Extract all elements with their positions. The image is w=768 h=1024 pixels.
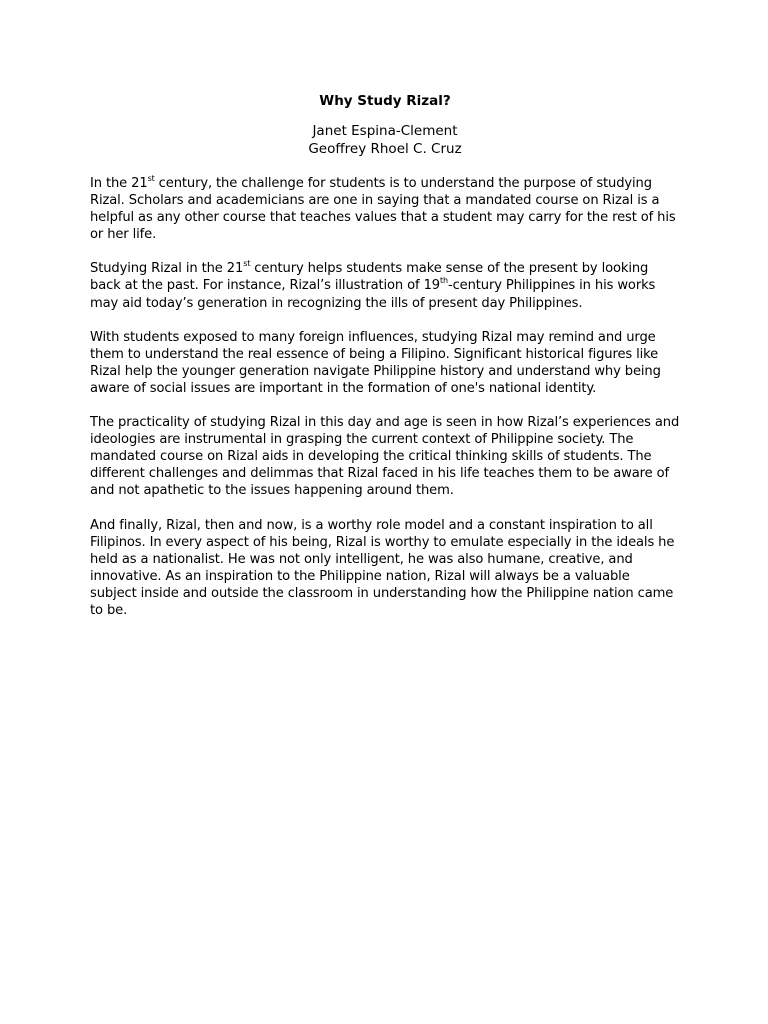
- paragraph: [90, 260, 680, 311]
- authors-block: [90, 123, 680, 158]
- paragraph-text: -century Philippines in his works may aid today’s generation in recognizing the ills of present day Philippines.: [90, 278, 656, 311]
- paragraph: With students exposed to many foreign influences, studying Rizal may remind and urge them to understand the real essence of being a Filipino. Significant historical figures like Rizal help the younger generation navigate Philippine history and understand why being aware of social issues are important in the formation of one's national identity.: [90, 329, 661, 396]
- document-title: Why Study Rizal?: [319, 93, 451, 109]
- document-body: [90, 92, 680, 636]
- paragraph: [90, 175, 680, 243]
- author-name: Geoffrey Rhoel C. Cruz: [308, 140, 462, 157]
- paragraph-text: In the 21: [90, 176, 148, 191]
- superscript: st: [147, 173, 155, 183]
- paragraph-text: century, the challenge for students is to understand the purpose of studying Rizal. Scholars and academicians are one in saying that a mandated course on Rizal is a helpful as any other course that teaches values that a student may carry for the rest of his or her life.: [90, 176, 676, 243]
- paragraph: The practicality of studying Rizal in this day and age is seen in how Rizal’s experiences and ideologies are instrumental in grasping the current context of Philippine society. The mandated course on Rizal aids in developing the critical thinking skills of students. The different challenges and delimmas that Rizal faced in his life teaches them to be aware of and not apathetic to the issues happening around them.: [90, 415, 680, 499]
- paragraph-text: century helps students make sense of the present by looking back at the past. For instance, Rizal’s illustration of 19: [90, 261, 649, 294]
- paragraph: And finally, Rizal, then and now, is a worthy role model and a constant inspiration to all Filipinos. In every aspect of his being, Rizal is worthy to emulate especially in the ideals he held as a nationalist. He was not only intelligent, he was also humane, creative, and innovative. As an inspiration to the Philippine nation, Rizal will always be a valuable subject inside and outside the classroom in understanding how the Philippine nation came to be.: [90, 517, 675, 618]
- paragraph-text: Studying Rizal in the 21: [90, 261, 244, 277]
- superscript: st: [243, 259, 251, 269]
- author-name: Janet Espina-Clement: [312, 123, 458, 139]
- superscript: th: [440, 276, 448, 286]
